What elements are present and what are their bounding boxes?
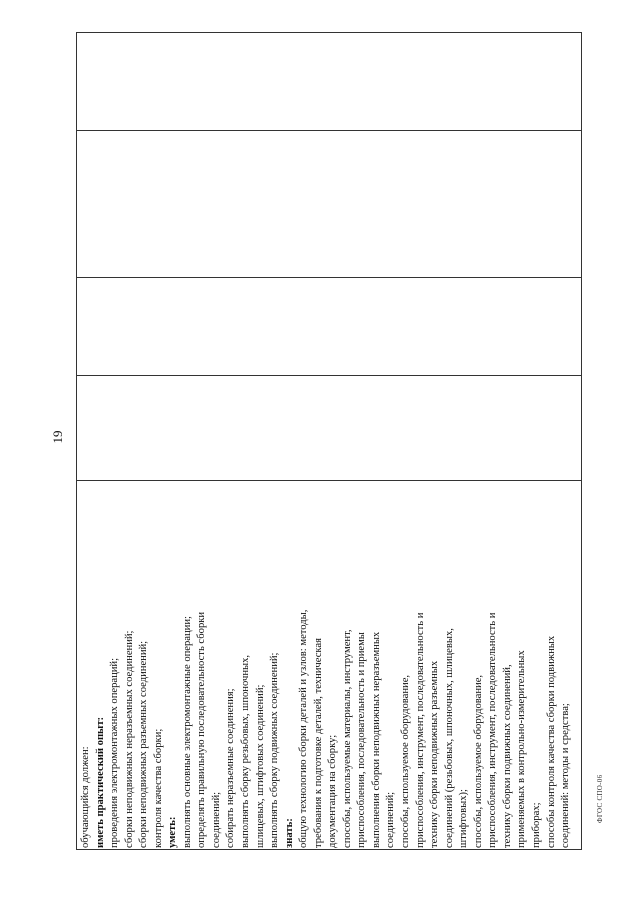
page-number: 19 [50,430,65,444]
text-line: соединений: методы и средства; [560,703,572,848]
text-line: технику сборки неподвижных разъемных [429,660,441,848]
text-line: требования к подготовке деталей, техническая [312,638,324,848]
text-line: выполнять сборку резьбовых, шпоночных, [240,654,252,848]
text-line: способы, используемые материалы, инструмент, [341,629,353,848]
row-divider [76,277,582,278]
row-divider [76,375,582,376]
text-line: соединений; [385,791,397,848]
text-line: способы контроля качества сборки подвижных [545,635,557,848]
text-line: сборки неподвижных разъемных соединений; [138,640,150,848]
text-line: выполнять сборку подвижных соединений; [269,652,281,848]
text-line: проведения электромонтажных операций; [109,657,121,848]
footer-code: ФГОС СПО-06 [596,774,604,823]
text-line: способы, используемое оборудование, [472,674,484,848]
text-line: сборки неподвижных неразъемных соединений; [123,630,135,848]
competency-text [79,486,579,848]
section-heading: иметь практический опыт: [94,716,106,848]
text-line: выполнения сборки неподвижных неразъемных [370,631,382,848]
table-border-left [76,32,77,850]
text-line: технику сборки подвижных соединений, [501,664,513,848]
row-divider [76,480,582,481]
text-line: способы, используемое оборудование, [400,674,412,848]
row-divider [76,130,582,131]
text-line: определять правильную последовательность сборки [196,611,208,848]
text-line: приборах; [530,802,542,848]
text-line: обучающийся должен: [80,746,91,848]
text-line: приспособления, инструмент, последовательность и [414,612,426,848]
text-line: документация на сборку; [327,734,339,848]
section-heading: знать: [283,818,295,848]
text-line: контроля качества сборки; [152,728,164,848]
text-line: выполнять основные электромонтажные операции; [181,616,193,848]
text-line: собирать неразъемные соединения; [225,688,237,848]
table-border-bottom [76,849,582,850]
section-heading: уметь: [167,816,179,848]
text-line: применяемых в контрольно-измерительных [516,650,528,848]
text-line: штифтовых); [458,789,470,848]
text-line: общую технологию сборки деталей и узлов: методы, [298,609,310,848]
text-line: приспособления, последовательность и приемы [356,632,368,848]
table-border-right [581,32,582,850]
table-border-top [76,32,582,33]
text-line: шлицевых, штифтовых соединений; [254,684,266,848]
text-line: соединений (резьбовых, шпоночных, шлицевых, [443,628,455,848]
text-line: соединений; [210,791,222,848]
text-line: приспособления, инструмент, последовательность и [487,612,499,848]
